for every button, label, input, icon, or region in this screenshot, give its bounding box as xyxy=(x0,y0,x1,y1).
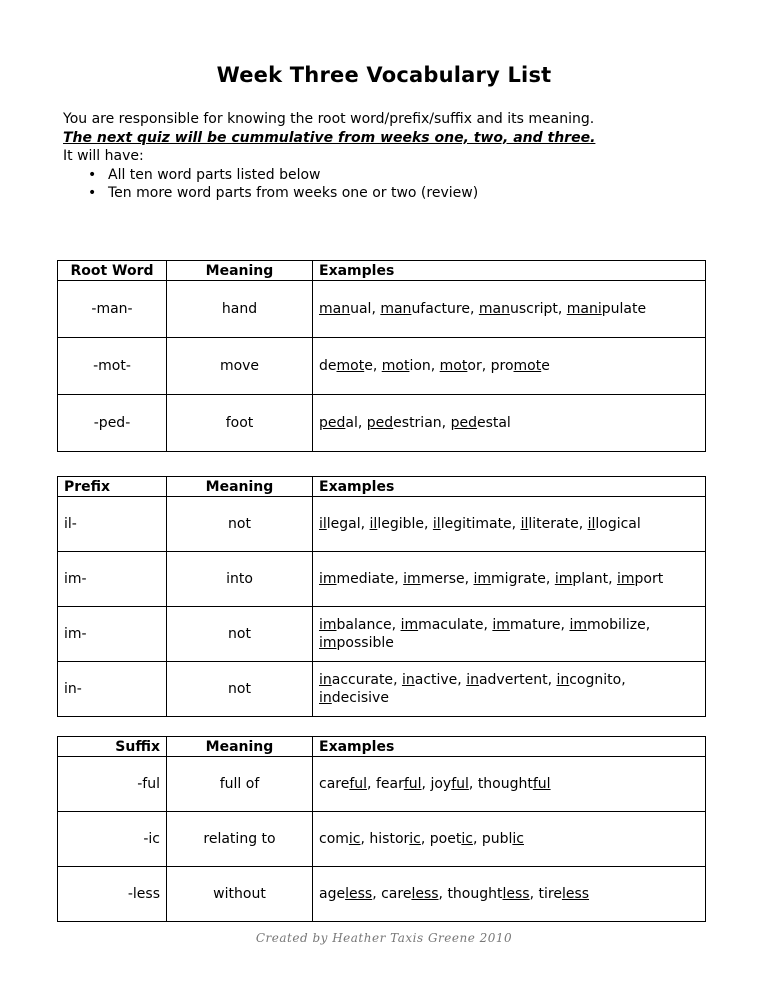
example-word: public xyxy=(481,831,524,847)
example-word: immediate xyxy=(319,571,395,587)
word-part: il- xyxy=(58,497,167,552)
example-word: immobilize xyxy=(569,617,646,633)
table-row xyxy=(58,607,706,662)
table-row xyxy=(58,867,706,922)
table-row xyxy=(58,552,706,607)
example-word: manuscript xyxy=(478,301,558,317)
column-header: Meaning xyxy=(167,477,313,497)
example-word: inactive xyxy=(401,672,458,688)
example-word: promote xyxy=(490,358,550,374)
column-header: Examples xyxy=(313,477,706,497)
word-part: im- xyxy=(58,607,167,662)
table-row xyxy=(58,812,706,867)
meaning: hand xyxy=(167,281,313,338)
word-part: -ic xyxy=(58,812,167,867)
meaning: move xyxy=(167,338,313,395)
example-word: thoughtful xyxy=(477,776,551,792)
bullet-item: • All ten word parts listed below xyxy=(108,166,595,185)
suffix-table xyxy=(57,736,706,922)
intro-line: It will have: xyxy=(63,148,144,164)
meaning: not xyxy=(167,662,313,717)
meaning: relating to xyxy=(167,812,313,867)
table-header-row xyxy=(58,737,706,757)
example-word: historic xyxy=(369,831,421,847)
table-row xyxy=(58,395,706,452)
column-header: Root Word xyxy=(58,261,167,281)
column-header: Examples xyxy=(313,261,706,281)
example-word: manipulate xyxy=(566,301,647,317)
intro-line: You are responsible for knowing the root word/prefix/suffix and its meaning. xyxy=(63,111,595,127)
example-word: immigrate xyxy=(473,571,546,587)
column-header: Examples xyxy=(313,737,706,757)
example-word: inaccurate xyxy=(319,672,394,688)
examples: inaccurate, inactive, inadvertent, incognito, indecisive xyxy=(313,662,706,717)
meaning: foot xyxy=(167,395,313,452)
prefix-table xyxy=(57,476,706,717)
table-header-row xyxy=(58,261,706,281)
example-word: thoughtless xyxy=(447,886,530,902)
word-part: -mot- xyxy=(58,338,167,395)
examples: imbalance, immaculate, immature, immobilize, impossible xyxy=(313,607,706,662)
example-word: impossible xyxy=(319,635,394,651)
table-row xyxy=(58,497,706,552)
table-row xyxy=(58,662,706,717)
example-word: careful xyxy=(319,776,368,792)
example-word: incognito xyxy=(556,672,622,688)
example-word: immature xyxy=(492,617,561,633)
example-word: immaculate xyxy=(400,617,484,633)
example-word: illogical xyxy=(587,516,641,532)
example-word: joyful xyxy=(430,776,469,792)
example-word: comic xyxy=(319,831,361,847)
table-row xyxy=(58,757,706,812)
example-word: illegitimate xyxy=(432,516,512,532)
column-header: Suffix xyxy=(58,737,167,757)
example-word: implant xyxy=(554,571,609,587)
examples: pedal, pedestrian, pedestal xyxy=(313,395,706,452)
meaning: not xyxy=(167,497,313,552)
examples: careful, fearful, joyful, thoughtful xyxy=(313,757,706,812)
examples: comic, historic, poetic, public xyxy=(313,812,706,867)
examples: ageless, careless, thoughtless, tireless xyxy=(313,867,706,922)
word-part: -ped- xyxy=(58,395,167,452)
example-word: careless xyxy=(381,886,439,902)
table-header-row xyxy=(58,477,706,497)
column-header: Prefix xyxy=(58,477,167,497)
column-header: Meaning xyxy=(167,737,313,757)
intro-section xyxy=(63,110,595,203)
example-word: manufacture xyxy=(380,301,470,317)
example-word: illegible xyxy=(369,516,424,532)
bullet-item: • Ten more word parts from weeks one or two (review) xyxy=(108,184,595,203)
example-word: pedestrian xyxy=(366,415,442,431)
example-word: tireless xyxy=(538,886,590,902)
meaning: without xyxy=(167,867,313,922)
example-word: demote xyxy=(319,358,373,374)
example-word: manual xyxy=(319,301,372,317)
page-title: Week Three Vocabulary List xyxy=(216,63,552,87)
word-part: in- xyxy=(58,662,167,717)
example-word: indecisive xyxy=(319,690,389,706)
quiz-note: The next quiz will be cummulative from weeks one, two, and three. xyxy=(63,129,596,146)
example-word: motion xyxy=(381,358,431,374)
example-word: poetic xyxy=(429,831,473,847)
table-row xyxy=(58,281,706,338)
example-word: pedestal xyxy=(450,415,511,431)
examples: manual, manufacture, manuscript, manipulate xyxy=(313,281,706,338)
bullet-list xyxy=(63,166,595,203)
example-word: ageless xyxy=(319,886,373,902)
word-part: -man- xyxy=(58,281,167,338)
word-part: im- xyxy=(58,552,167,607)
credit-footer: Created by Heather Taxis Greene 2010 xyxy=(255,931,513,945)
examples: demote, motion, motor, promote xyxy=(313,338,706,395)
example-word: import xyxy=(616,571,664,587)
meaning: full of xyxy=(167,757,313,812)
example-word: inadvertent xyxy=(466,672,548,688)
meaning: into xyxy=(167,552,313,607)
example-word: illiterate xyxy=(520,516,579,532)
examples: immediate, immerse, immigrate, implant, import xyxy=(313,552,706,607)
word-part: -less xyxy=(58,867,167,922)
example-word: motor xyxy=(439,358,482,374)
example-word: pedal xyxy=(319,415,358,431)
example-word: imbalance xyxy=(319,617,392,633)
example-word: immerse xyxy=(403,571,465,587)
example-word: illegal xyxy=(319,516,361,532)
column-header: Meaning xyxy=(167,261,313,281)
example-word: fearful xyxy=(375,776,422,792)
root-word-table xyxy=(57,260,706,452)
meaning: not xyxy=(167,607,313,662)
table-row xyxy=(58,338,706,395)
examples: illegal, illegible, illegitimate, illiterate, illogical xyxy=(313,497,706,552)
word-part: -ful xyxy=(58,757,167,812)
